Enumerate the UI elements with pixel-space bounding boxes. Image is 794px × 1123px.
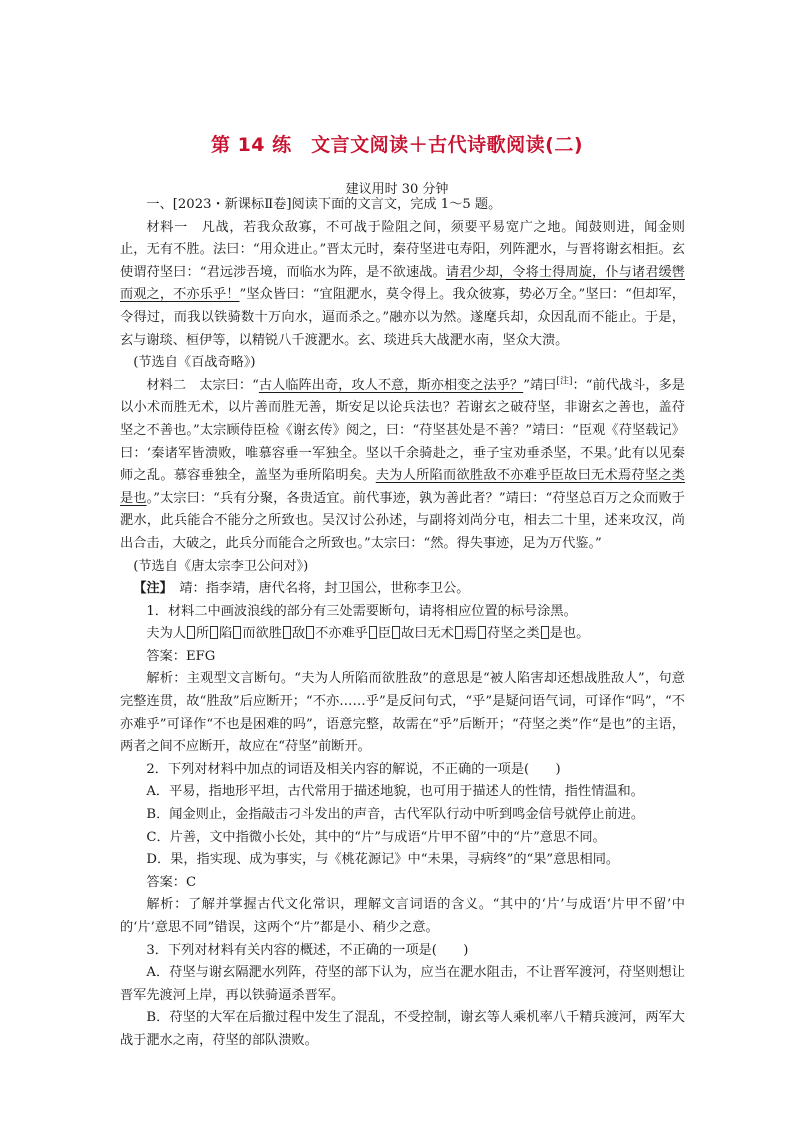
note-marker: [注]: [556, 376, 573, 387]
break-mark-box-b[interactable]: [210, 626, 218, 639]
break-mark-box-e[interactable]: [306, 626, 314, 639]
break-mark-box-g[interactable]: [392, 626, 400, 639]
option-c: C．片善，文中指微小长处，其中的“片”与成语“片甲不留”中的“片”意思不同。: [146, 829, 606, 845]
question-2-stem: 2．下列对材料中加点的词语及相关内容的解说，不正确的一项是( ): [146, 761, 561, 777]
segment-text: 而欲胜: [242, 626, 282, 642]
segment-text: 不亦难乎: [315, 626, 368, 642]
segment-text: 敌: [291, 626, 306, 642]
question-1-segmented: [120, 623, 685, 646]
wavy-sentence-one: 请君少却，令将士得周旋，仆与诸君缓辔而观之，不亦乐乎！: [120, 264, 685, 303]
option-d: D．果，指实现、成为事实，与《桃花源记》中“未果，寻病终”的“果”意思相同。: [146, 852, 620, 868]
segment-text: 苻坚之类: [486, 626, 540, 642]
break-mark-box-f[interactable]: [369, 626, 377, 639]
segment-text: 焉: [463, 626, 477, 642]
segment-text: 所: [195, 626, 210, 642]
break-mark-box-c[interactable]: [233, 626, 241, 639]
time-note: 建议用时 30 分钟: [345, 182, 449, 197]
question-1-stem: 1．材料二中画波浪线的部分有三处需要断句，请将相应位置的标号涂黑。: [146, 603, 577, 619]
question-1-answer: 答案：EFG: [146, 648, 216, 664]
segment-text: 陷: [219, 626, 233, 642]
page-title: 第 14 练 文言文阅读＋古代诗歌阅读(二): [210, 134, 584, 156]
segment-text: 夫为人: [146, 626, 186, 642]
material-one: 材料一 凡战，若我众敌寡，不可战于险阻之间，须要平易宽广之地。闻鼓则进，闻金则止，无有不胜。法曰：“用众进止。”晋太元时，秦苻坚进屯寿阳，列阵淝水，与晋将谢玄相拒。玄使谓苻坚曰：“君远涉吾境，而临水为阵，是不欲速战。请君少却，令将士得周旋，仆与诸君缓辔而观之，不亦乐乎！”坚众皆曰：“宜阻淝水，莫令得上。我众彼寡，势必万全。”坚曰：“但却军，令得过，而我以铁骑数十万向水，逼而杀之。”融亦以为然。遂麾兵却，众因乱而不能止。于是，玄与谢琰、桓伊等，以精锐八千渡淝水。玄、琰进兵大战淝水南，坚众大溃。: [120, 219, 685, 348]
annotation: 【注】 靖：指李靖，唐代名将，封卫国公，世称李卫公。: [133, 581, 470, 597]
break-mark-box-i[interactable]: [478, 626, 486, 639]
question-2-analysis: 解析：了解并掌握古代文化常识，理解文言词语的含义。“其中的‘片’与成语‘片甲不留’中的‘片’意思不同”错误，这两个“片”都是小、稍少之意。: [120, 897, 685, 935]
break-mark-box-d[interactable]: [283, 626, 291, 639]
section-intro: 一、[2023・新课标Ⅱ卷]阅读下面的文言文，完成 1～5 题。: [146, 197, 502, 212]
question-3-stem: 3．下列对材料有关内容的概述，不正确的一项是( ): [146, 942, 469, 958]
source-one: (节选自《百战奇略》): [133, 355, 256, 371]
q3-option-b: B．苻坚的大军在后撤过程中发生了混乱，不受控制，谢玄等人乘机率八千精兵渡河，两军大战于淝水之南，苻坚的部队溃败。: [120, 1010, 685, 1048]
break-mark-box-j[interactable]: [541, 626, 549, 639]
source-two: (节选自《唐太宗李卫公问对》): [133, 558, 309, 574]
question-1-analysis: 解析：主观型文言断句。“夫为人所陷而欲胜敌”的意思是“被人陷害却还想战胜敌人”，句意完整连贯，故“胜敌”后应断开；“不亦……乎”是反问句式，“乎”是疑问语气词，可译作“吗”，“不亦难乎”可译作“不也是困难的吗”，语意完整，故需在“乎”后断开；“苻坚之类”作“是也”的主语，两者之间不应断开，故应在“苻坚”前断开。: [120, 671, 685, 755]
main-content: [120, 194, 685, 1053]
option-b: B．闻金则止，金指敲击刁斗发出的声音，古代军队行动中听到鸣金信号就停止前进。: [146, 807, 645, 823]
break-mark-box-h[interactable]: [455, 626, 463, 639]
break-mark-box-a[interactable]: [187, 626, 195, 639]
segment-text: 臣: [377, 626, 392, 642]
question-2-answer: 答案：C: [146, 874, 197, 890]
segment-text: 是也。: [549, 626, 590, 642]
q3-option-a: A．苻坚与谢玄隔淝水列阵，苻坚的部下认为，应当在淝水阻击，不让晋军渡河，苻坚则想让晋军先渡河上岸，再以铁骑逼杀晋军。: [120, 965, 685, 1003]
material-two: 材料二 太宗曰：“古人临阵出奇，攻人不意，斯亦相变之法乎？”靖曰[注]：“前代战斗，多是以小术而胜无术，以片善而胜无善，斯安足以论兵法也？若谢玄之破苻坚，非谢玄之善也，盖苻坚之不善也。”太宗顾侍臣检《谢玄传》阅之，曰：“苻坚甚处是不善？”靖曰：“臣观《苻坚载记》曰：‘秦诸军皆溃败，唯慕容垂一军独全。坚以千余骑赴之，垂子宝劝垂杀坚，不果。’此有以见秦师之乱。慕容垂独全，盖坚为垂所陷明矣。夫为人所陷而欲胜敌不亦难乎臣故曰无术焉苻坚之类是也。”太宗曰：“兵有分聚，各贵适宜。前代事迹，孰为善此者？”靖曰：“苻坚总百万之众而败于淝水，此兵能合不能分之所致也。吴汉讨公孙述，与副将刘尚分屯，相去二十里，述来攻汉，尚出合击，大破之，此兵分而能合之所致也。”太宗曰：“然。得失事迹，足为万代鉴。”: [120, 376, 685, 551]
wavy-line-sentence: 夫为人所陷而欲胜敌不亦难乎臣故曰无术焉苻坚之类是也: [120, 468, 685, 506]
underlined-sentence-two: 古人临阵出奇，攻人不意，斯亦相变之法乎？: [258, 377, 524, 393]
segment-text: 故曰无术: [401, 626, 454, 642]
option-a: A．平易，指地形平坦，古代常用于描述地貌，也可用于描述人的性情，指性情温和。: [146, 784, 644, 800]
